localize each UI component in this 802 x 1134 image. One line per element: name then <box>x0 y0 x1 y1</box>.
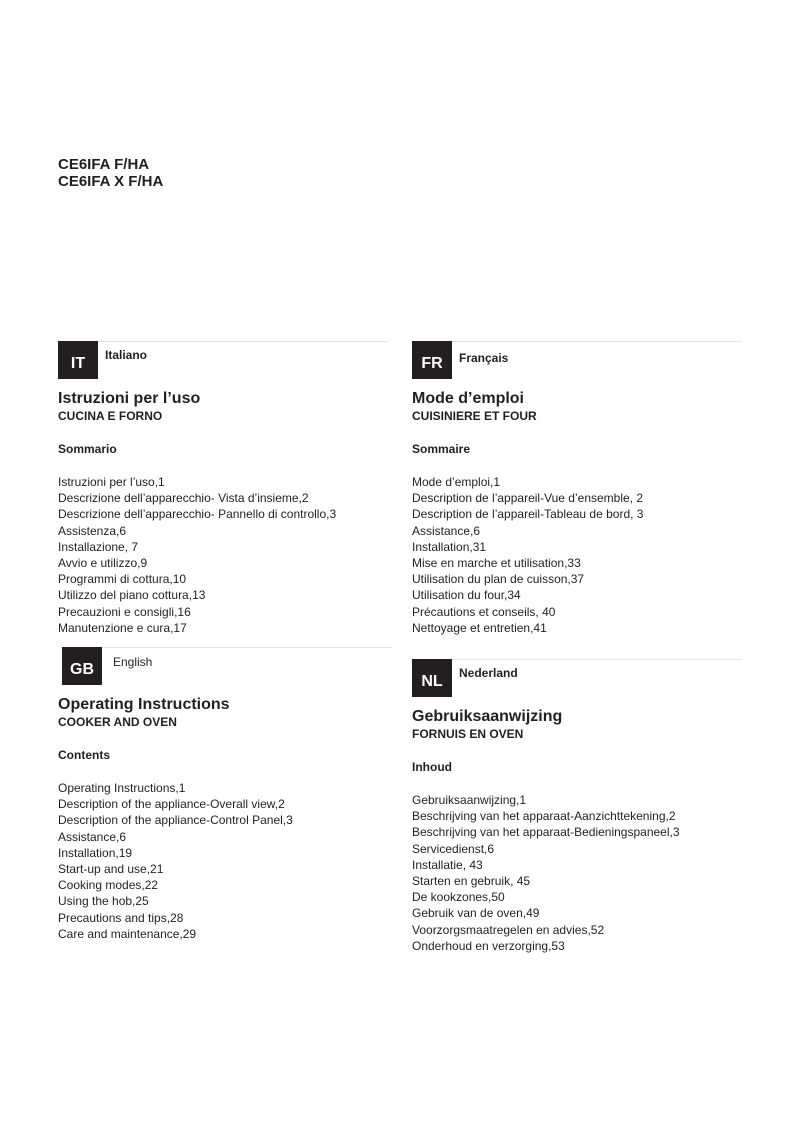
contents-heading: Sommario <box>58 442 117 456</box>
toc-item: Installation,31 <box>412 539 487 554</box>
manual-title: Gebruiksaanwijzing <box>412 708 563 725</box>
language-code-badge: NL <box>412 659 452 697</box>
header-divider <box>58 341 388 342</box>
toc-item: Avvio e utilizzo,9 <box>58 556 148 571</box>
contents-heading: Sommaire <box>412 442 471 456</box>
toc-item: Mode d’emploi,1 <box>412 475 501 489</box>
header-divider <box>412 341 742 342</box>
toc-item: Utilisation du four,34 <box>412 588 521 603</box>
toc-item: Programmi di cottura,10 <box>58 572 187 587</box>
section-italian <box>58 341 418 636</box>
section-dutch <box>412 659 772 954</box>
model-numbers <box>58 156 163 190</box>
toc-item: Beschrijving van het apparaat-Bedieningspaneel,3 <box>412 825 680 840</box>
table-of-contents <box>58 780 418 942</box>
toc-item: Descrizione dell’apparecchio- Vista d’insieme,2 <box>58 491 309 506</box>
toc-item: Care and maintenance,29 <box>58 926 197 941</box>
toc-item: Beschrijving van het apparaat-Aanzichttekening,2 <box>412 809 676 824</box>
toc-item: Istruzioni per l’uso,1 <box>58 475 165 489</box>
toc-item: Start-up and use,21 <box>58 862 164 877</box>
language-header <box>58 341 418 379</box>
toc-item: Assistance,6 <box>58 829 127 844</box>
toc-item: Servicedienst,6 <box>412 841 495 856</box>
toc-item: Descrizione dell’apparecchio- Pannello di controllo,3 <box>58 507 337 522</box>
toc-item: Precauzioni e consigli,16 <box>58 604 191 619</box>
toc-item: Description de l’appareil-Vue d’ensemble, 2 <box>412 491 644 506</box>
manual-subtitle: FORNUIS EN OVEN <box>412 727 524 741</box>
manual-subtitle: CUISINIERE ET FOUR <box>412 409 537 423</box>
toc-item: Assistance,6 <box>412 523 481 538</box>
toc-item: Installatie, 43 <box>412 857 483 872</box>
toc-item: Operating Instructions,1 <box>58 781 186 795</box>
toc-item: Utilizzo del piano cottura,13 <box>58 588 206 603</box>
language-code-badge: GB <box>62 647 102 685</box>
language-code-badge: IT <box>58 341 98 379</box>
table-of-contents <box>412 792 772 954</box>
toc-item: Assistenza,6 <box>58 523 127 538</box>
language-name: English <box>113 655 153 669</box>
table-of-contents <box>412 474 772 636</box>
toc-item: Cooking modes,22 <box>58 878 159 893</box>
toc-item: Description of the appliance-Overall view,2 <box>58 797 285 812</box>
table-of-contents <box>58 474 418 636</box>
toc-item: Installation,19 <box>58 845 133 860</box>
contents-heading: Inhoud <box>412 760 452 774</box>
section-french <box>412 341 772 636</box>
toc-item: Gebruiksaanwijzing,1 <box>412 793 527 807</box>
toc-item: De kookzones,50 <box>412 890 505 905</box>
toc-item: Installazione, 7 <box>58 539 139 554</box>
toc-item: Description of the appliance-Control Panel,3 <box>58 813 293 828</box>
contents-heading: Contents <box>58 748 110 762</box>
manual-subtitle: COOKER AND OVEN <box>58 715 177 729</box>
toc-item: Mise en marche et utilisation,33 <box>412 556 581 571</box>
toc-item: Precautions and tips,28 <box>58 910 184 925</box>
manual-subtitle: CUCINA E FORNO <box>58 409 163 423</box>
toc-item: Voorzorgsmaatregelen en advies,52 <box>412 922 605 937</box>
section-english <box>58 647 418 942</box>
header-divider <box>412 659 742 660</box>
toc-item: Nettoyage et entretien,41 <box>412 620 547 635</box>
toc-item: Gebruik van de oven,49 <box>412 906 540 921</box>
language-name: Français <box>459 351 509 365</box>
language-name: Nederland <box>459 666 518 680</box>
toc-item: Utilisation du plan de cuisson,37 <box>412 572 585 587</box>
language-header <box>412 659 772 697</box>
toc-item: Onderhoud en verzorging,53 <box>412 938 565 953</box>
toc-item: Using the hob,25 <box>58 894 149 909</box>
toc-item: Starten en gebruik, 45 <box>412 874 531 889</box>
language-header <box>62 647 418 685</box>
model-number: CE6IFA X F/HA <box>58 173 164 190</box>
toc-item: Description de l’appareil-Tableau de bord, 3 <box>412 507 644 522</box>
manual-title: Istruzioni per l’uso <box>58 390 201 407</box>
language-code-badge: FR <box>412 341 452 379</box>
toc-item: Précautions et conseils, 40 <box>412 604 556 619</box>
toc-item: Manutenzione e cura,17 <box>58 620 187 635</box>
manual-title: Operating Instructions <box>58 696 230 713</box>
language-header <box>412 341 772 379</box>
model-number: CE6IFA F/HA <box>58 156 150 173</box>
manual-title: Mode d’emploi <box>412 390 524 407</box>
language-name: Italiano <box>105 348 148 362</box>
header-divider <box>62 647 392 648</box>
